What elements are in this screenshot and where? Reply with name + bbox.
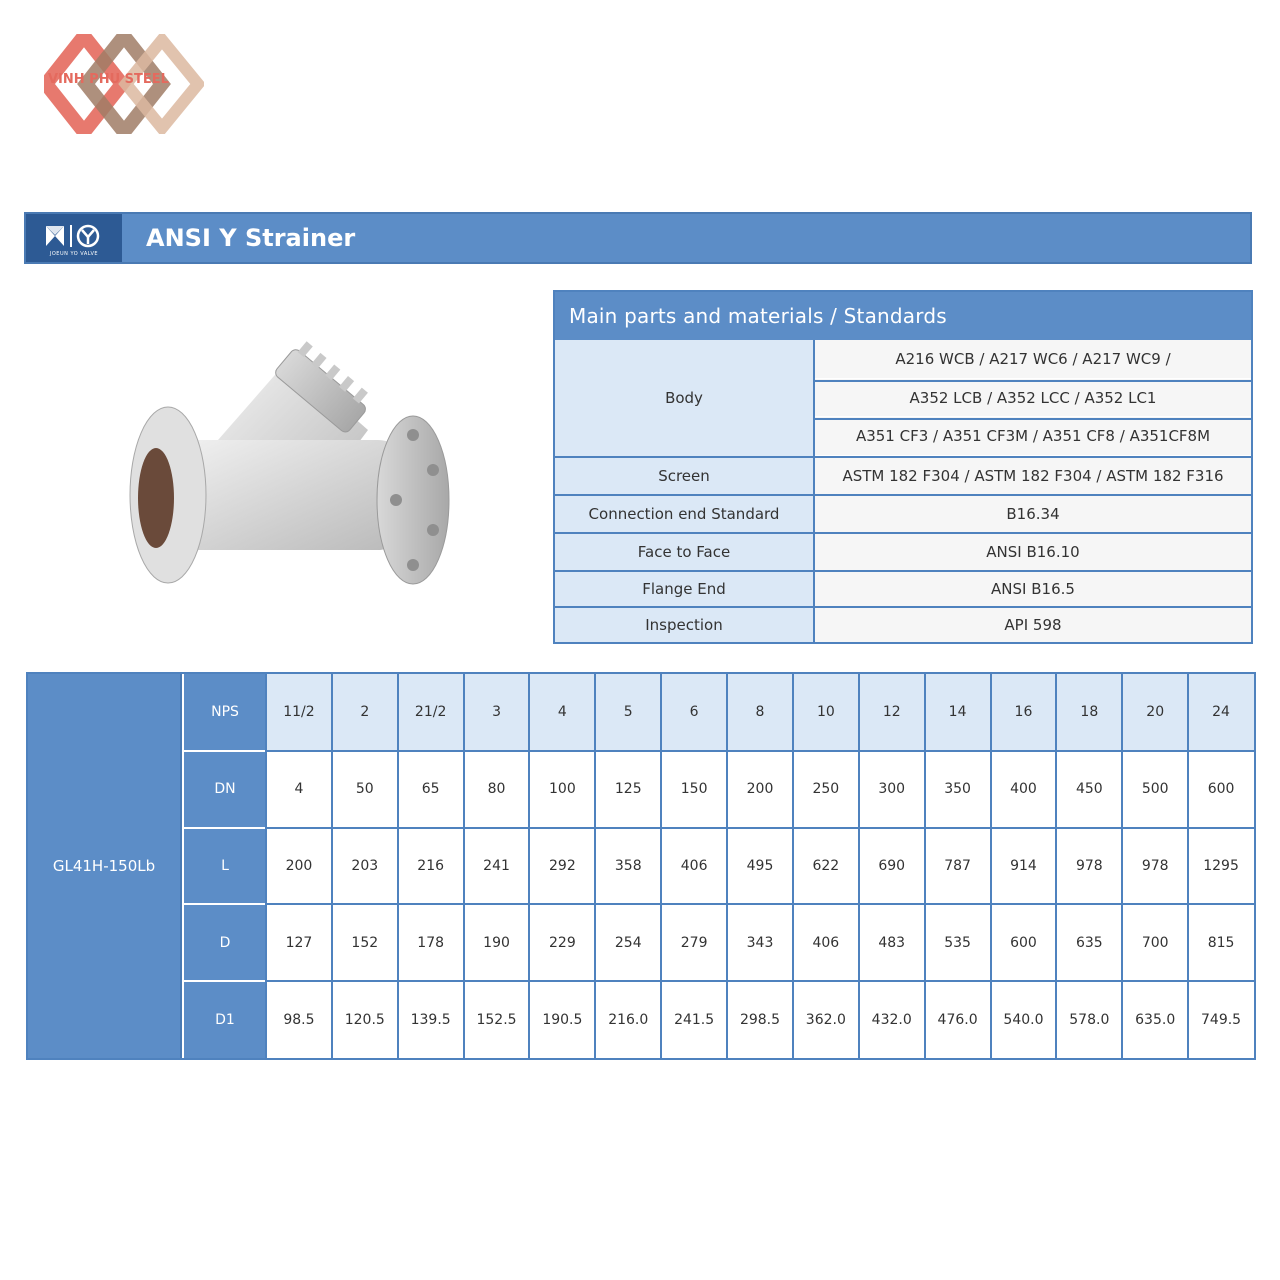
dim-cell: 150 bbox=[680, 781, 708, 798]
dim-cell: 535 bbox=[944, 934, 971, 951]
dim-col-divider bbox=[265, 674, 267, 1058]
dim-cell: 18 bbox=[1056, 674, 1122, 751]
materials-table bbox=[553, 290, 1253, 644]
dim-cell: 24 bbox=[1188, 674, 1254, 751]
dim-cell: 749.5 bbox=[1201, 1011, 1242, 1028]
dim-cell: 343 bbox=[746, 934, 774, 951]
dim-cell: 21/2 bbox=[398, 674, 464, 751]
dim-cell: 4 bbox=[529, 674, 595, 751]
dim-cell: 229 bbox=[549, 934, 576, 951]
dim-cell: 476.0 bbox=[937, 1011, 978, 1028]
dim-cell: 600 bbox=[1010, 934, 1037, 951]
dim-cell: 500 bbox=[1141, 781, 1169, 798]
dim-cell: 432.0 bbox=[871, 1011, 912, 1028]
page-title: ANSI Y Strainer bbox=[146, 224, 356, 252]
dim-col-divider bbox=[1055, 674, 1057, 1058]
dim-label-divider bbox=[184, 903, 266, 905]
dim-cell: 2 bbox=[332, 674, 398, 751]
dim-cell: 635.0 bbox=[1135, 1011, 1176, 1028]
dim-cell: 578.0 bbox=[1069, 1011, 1110, 1028]
model-label: GL41H-150Lb bbox=[28, 674, 182, 1058]
dim-col-divider bbox=[1121, 674, 1123, 1058]
divider bbox=[815, 418, 1251, 420]
materials-row-body bbox=[555, 340, 1251, 456]
row-label: Screen bbox=[555, 458, 815, 494]
dim-cell: 178 bbox=[417, 934, 445, 951]
dim-col-divider bbox=[660, 674, 662, 1058]
dim-cell: 216.0 bbox=[608, 1011, 649, 1028]
dim-col-divider bbox=[1187, 674, 1189, 1058]
row-value: ANSI B16.5 bbox=[815, 572, 1251, 606]
dim-col-divider bbox=[331, 674, 333, 1058]
dim-cell: 292 bbox=[549, 857, 576, 874]
dim-cell: 152.5 bbox=[476, 1011, 517, 1028]
dim-cell: 5 bbox=[595, 674, 661, 751]
dim-cell: 4 bbox=[294, 781, 304, 798]
row-label: Flange End bbox=[555, 572, 815, 606]
dim-cell: 80 bbox=[487, 781, 506, 798]
dim-cell: 200 bbox=[746, 781, 774, 798]
dim-cell: 65 bbox=[421, 781, 440, 798]
dim-row-label: DN bbox=[184, 751, 266, 828]
dim-label-divider bbox=[184, 827, 266, 829]
dim-row-divider bbox=[184, 827, 1254, 829]
dim-row-divider bbox=[184, 750, 1254, 752]
dim-row-divider bbox=[184, 903, 1254, 905]
dim-cell: 203 bbox=[351, 857, 379, 874]
dim-col-divider bbox=[990, 674, 992, 1058]
dim-cell: 600 bbox=[1207, 781, 1235, 798]
dim-cell: 250 bbox=[812, 781, 840, 798]
row-value: A351 CF3 / A351 CF3M / A351 CF8 / A351CF8M bbox=[815, 417, 1251, 455]
dim-cell: 139.5 bbox=[410, 1011, 451, 1028]
dimensions-table bbox=[26, 672, 1256, 1060]
dim-cell: 400 bbox=[1010, 781, 1037, 798]
dim-col-divider bbox=[726, 674, 728, 1058]
dim-cell: 8 bbox=[727, 674, 793, 751]
brand-text: JOEUN YO VALVE bbox=[49, 251, 99, 257]
dim-cell: 406 bbox=[812, 934, 840, 951]
materials-row-flange-end bbox=[555, 572, 1251, 606]
dim-col-divider bbox=[858, 674, 860, 1058]
dim-cell: 978 bbox=[1075, 857, 1103, 874]
dim-cell: 241.5 bbox=[674, 1011, 715, 1028]
materials-heading: Main parts and materials / Standards bbox=[555, 292, 1251, 340]
dim-cell: 358 bbox=[614, 857, 642, 874]
dim-cell: 815 bbox=[1207, 934, 1235, 951]
brand-logo bbox=[26, 214, 122, 262]
dim-col-divider bbox=[397, 674, 399, 1058]
row-value: ASTM 182 F304 / ASTM 182 F304 / ASTM 182 F316 bbox=[815, 458, 1251, 494]
dim-cell: 100 bbox=[549, 781, 576, 798]
dim-cell: 216 bbox=[417, 857, 445, 874]
dim-cell: 450 bbox=[1075, 781, 1103, 798]
dim-cell: 127 bbox=[285, 934, 313, 951]
dim-cell: 406 bbox=[680, 857, 708, 874]
materials-row-face-to-face bbox=[555, 534, 1251, 570]
dim-row-label: D1 bbox=[184, 981, 266, 1058]
dim-cell: 11/2 bbox=[266, 674, 332, 751]
dim-cell: 190 bbox=[483, 934, 510, 951]
dim-col-divider bbox=[792, 674, 794, 1058]
row-value: A216 WCB / A217 WC6 / A217 WC9 / bbox=[815, 340, 1251, 378]
dim-cell: 914 bbox=[1010, 857, 1037, 874]
row-label: Connection end Standard bbox=[555, 496, 815, 532]
dim-label-divider bbox=[184, 750, 266, 752]
dim-col-divider bbox=[594, 674, 596, 1058]
dim-row-divider bbox=[184, 980, 1254, 982]
dim-cell: 1295 bbox=[1203, 857, 1239, 874]
valve-brand-icon bbox=[42, 222, 106, 250]
dim-label-divider bbox=[184, 980, 266, 982]
logo-text: VINH PHU STEEL bbox=[48, 72, 169, 87]
dim-row-label: D bbox=[184, 904, 266, 981]
dim-cell: 350 bbox=[944, 781, 971, 798]
divider bbox=[815, 380, 1251, 382]
row-value: API 598 bbox=[815, 608, 1251, 642]
dim-cell: 978 bbox=[1141, 857, 1169, 874]
row-value: A352 LCB / A352 LCC / A352 LC1 bbox=[815, 379, 1251, 416]
dim-cell: 635 bbox=[1075, 934, 1103, 951]
dim-cell: 495 bbox=[746, 857, 774, 874]
materials-row-screen bbox=[555, 458, 1251, 494]
dim-cell: 540.0 bbox=[1003, 1011, 1044, 1028]
dim-row-label: NPS bbox=[184, 674, 266, 751]
dim-col-divider bbox=[528, 674, 530, 1058]
dim-cell: 12 bbox=[859, 674, 925, 751]
dim-cell: 279 bbox=[680, 934, 708, 951]
dim-cell: 298.5 bbox=[739, 1011, 781, 1028]
dim-cell: 300 bbox=[878, 781, 906, 798]
dim-cell: 20 bbox=[1122, 674, 1188, 751]
dim-cell: 690 bbox=[878, 857, 906, 874]
title-banner bbox=[24, 212, 1252, 264]
dim-cell: 622 bbox=[812, 857, 840, 874]
dim-row-label: L bbox=[184, 828, 266, 905]
dim-cell: 241 bbox=[483, 857, 510, 874]
row-value: B16.34 bbox=[815, 496, 1251, 532]
dim-cell: 16 bbox=[991, 674, 1057, 751]
materials-row-connection bbox=[555, 496, 1251, 532]
y-strainer-image bbox=[128, 330, 458, 610]
row-value: ANSI B16.10 bbox=[815, 534, 1251, 570]
materials-row-inspection bbox=[555, 608, 1251, 642]
dim-cell: 787 bbox=[944, 857, 971, 874]
dim-cell: 10 bbox=[793, 674, 859, 751]
dim-cell: 254 bbox=[614, 934, 642, 951]
dim-cell: 98.5 bbox=[283, 1011, 315, 1028]
dim-cell: 3 bbox=[464, 674, 530, 751]
row-label: Body bbox=[555, 340, 815, 456]
dim-cell: 120.5 bbox=[344, 1011, 385, 1028]
dim-cell: 700 bbox=[1141, 934, 1169, 951]
row-label: Inspection bbox=[555, 608, 815, 642]
dim-cell: 200 bbox=[285, 857, 313, 874]
dim-cell: 190.5 bbox=[542, 1011, 583, 1028]
dim-cell: 483 bbox=[878, 934, 906, 951]
dim-cell: 6 bbox=[661, 674, 727, 751]
dim-cell: 362.0 bbox=[805, 1011, 846, 1028]
dim-col-divider bbox=[924, 674, 926, 1058]
dim-cell: 14 bbox=[925, 674, 991, 751]
dim-cell: 50 bbox=[355, 781, 374, 798]
dim-cell: 152 bbox=[351, 934, 379, 951]
row-label: Face to Face bbox=[555, 534, 815, 570]
dim-cell: 125 bbox=[614, 781, 642, 798]
dim-col-divider bbox=[463, 674, 465, 1058]
